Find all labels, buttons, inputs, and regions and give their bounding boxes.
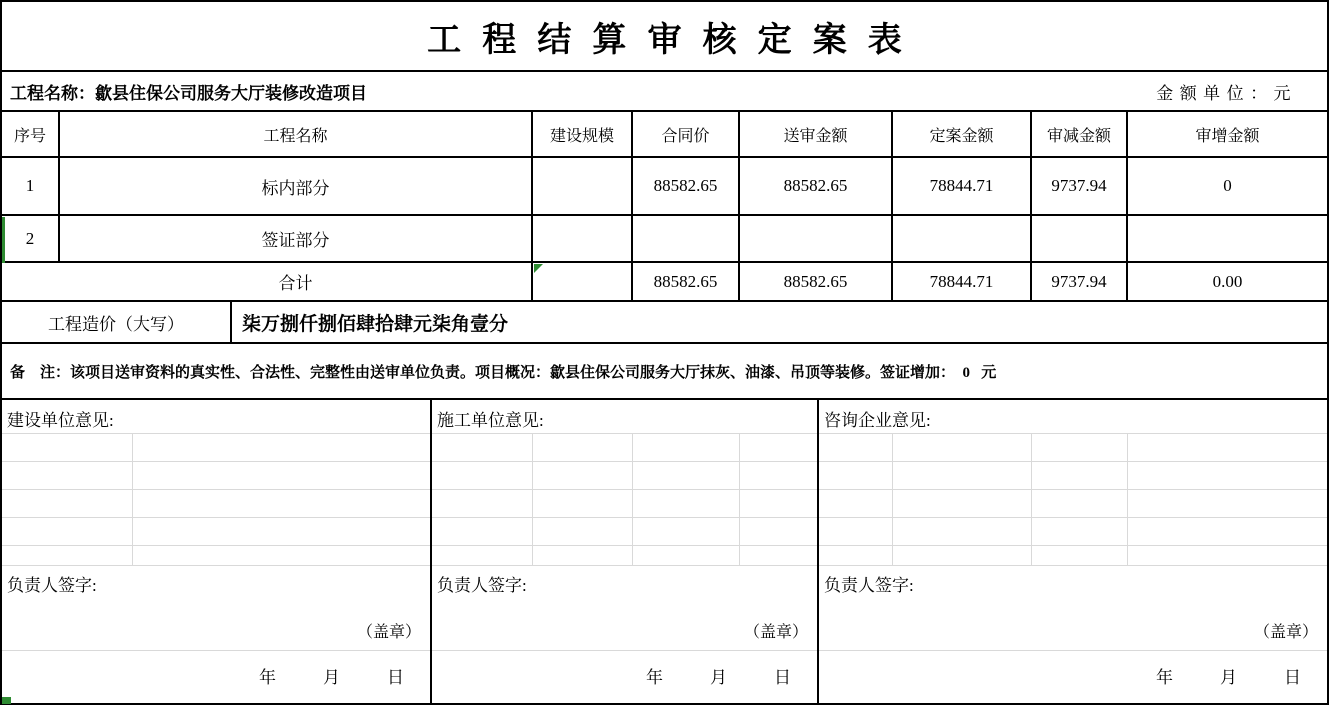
table-cell-seq: 1: [2, 158, 60, 216]
header-submitted: 送审金额: [740, 112, 893, 158]
table-cell-seq: 2: [2, 216, 60, 263]
selection-corner-marker: [2, 697, 11, 704]
panel-contractor-unit: [432, 400, 819, 703]
date-row: [2, 650, 430, 700]
signer-label: 负责人签字:: [824, 576, 914, 595]
seal-label: （盖章）: [1253, 624, 1318, 641]
error-indicator-triangle: [534, 264, 543, 273]
header-project: 工程名称: [60, 112, 533, 158]
date-year-label: 年: [646, 667, 663, 687]
date-month-label: 月: [1220, 667, 1237, 687]
date-year-label: 年: [1156, 667, 1173, 687]
total-row: [2, 263, 1327, 302]
date-day-label: 日: [774, 667, 791, 687]
main-table: [2, 112, 1327, 263]
panel-construction-unit: [2, 400, 432, 703]
amount-in-words-row: [2, 302, 1327, 344]
amount-in-words-value: 柒万捌仟捌佰肆拾肆元柒角壹分: [242, 313, 509, 335]
table-cell-finalized: 78844.71: [893, 158, 1032, 216]
table-cell-submitted: 88582.65: [740, 158, 893, 216]
date-row: [432, 650, 817, 700]
table-cell-scale: [533, 158, 633, 216]
date-year-label: 年: [259, 667, 276, 687]
project-name-label: 工程名称：: [10, 83, 95, 103]
table-cell-name: 标内部分: [60, 158, 533, 216]
selection-edge-marker: [2, 217, 5, 263]
total-label: 合计: [2, 263, 533, 300]
signer-label: 负责人签字:: [437, 576, 527, 595]
header-finalized: 定案金额: [893, 112, 1032, 158]
opinion-label: 咨询企业意见:: [824, 411, 931, 430]
opinion-label: 施工单位意见:: [437, 411, 544, 430]
header-seq: 序号: [2, 112, 60, 158]
table-cell-contract: 88582.65: [633, 158, 740, 216]
opinion-label: 建设单位意见:: [7, 411, 114, 430]
header-contract: 合同价: [633, 112, 740, 158]
opinions-section: [2, 400, 1327, 703]
amount-unit-note: 金额单位：元: [1156, 83, 1297, 103]
project-name: [10, 79, 367, 104]
date-day-label: 日: [1284, 667, 1301, 687]
date-row: [819, 650, 1327, 700]
title-row: [2, 2, 1327, 72]
date-month-label: 月: [323, 667, 340, 687]
header-reduced: 审减金额: [1032, 112, 1128, 158]
table-cell-reduced: 9737.94: [1032, 158, 1128, 216]
total-contract: 88582.65: [633, 263, 740, 300]
project-name-value: 歙县住保公司服务大厅装修改造项目: [95, 83, 367, 103]
table-cell-finalized: [893, 216, 1032, 263]
form-title: 工程结算审核定案表: [427, 21, 923, 59]
table-cell-increased: [1128, 216, 1327, 263]
header-increased: 审增金额: [1128, 112, 1327, 158]
total-reduced: 9737.94: [1032, 263, 1128, 300]
date-month-label: 月: [710, 667, 727, 687]
table-cell-increased: 0: [1128, 158, 1327, 216]
table-cell-submitted: [740, 216, 893, 263]
seal-label: （盖章）: [356, 624, 421, 641]
table-cell-contract: [633, 216, 740, 263]
date-day-label: 日: [387, 667, 404, 687]
seal-label: （盖章）: [743, 624, 808, 641]
header-scale: 建设规模: [533, 112, 633, 158]
table-cell-scale: [533, 216, 633, 263]
total-increased: 0.00: [1212, 271, 1243, 291]
total-submitted: 88582.65: [740, 263, 893, 300]
remark-row: 备 注：该项目送审资料的真实性、合法性、完整性由送审单位负责。项目概况：歙县住保公司服务大厅抹灰、油漆、吊顶等装修。签证增加： 0 元: [2, 344, 1327, 400]
table-cell-name: 签证部分: [60, 216, 533, 263]
table-cell-reduced: [1032, 216, 1128, 263]
project-name-row: [2, 72, 1327, 112]
panel-consulting-firm: [819, 400, 1327, 703]
total-finalized: 78844.71: [893, 263, 1032, 300]
signer-label: 负责人签字:: [7, 576, 97, 595]
total-scale-cell: [533, 263, 633, 300]
amount-in-words-label: 工程造价（大写）: [2, 302, 232, 342]
